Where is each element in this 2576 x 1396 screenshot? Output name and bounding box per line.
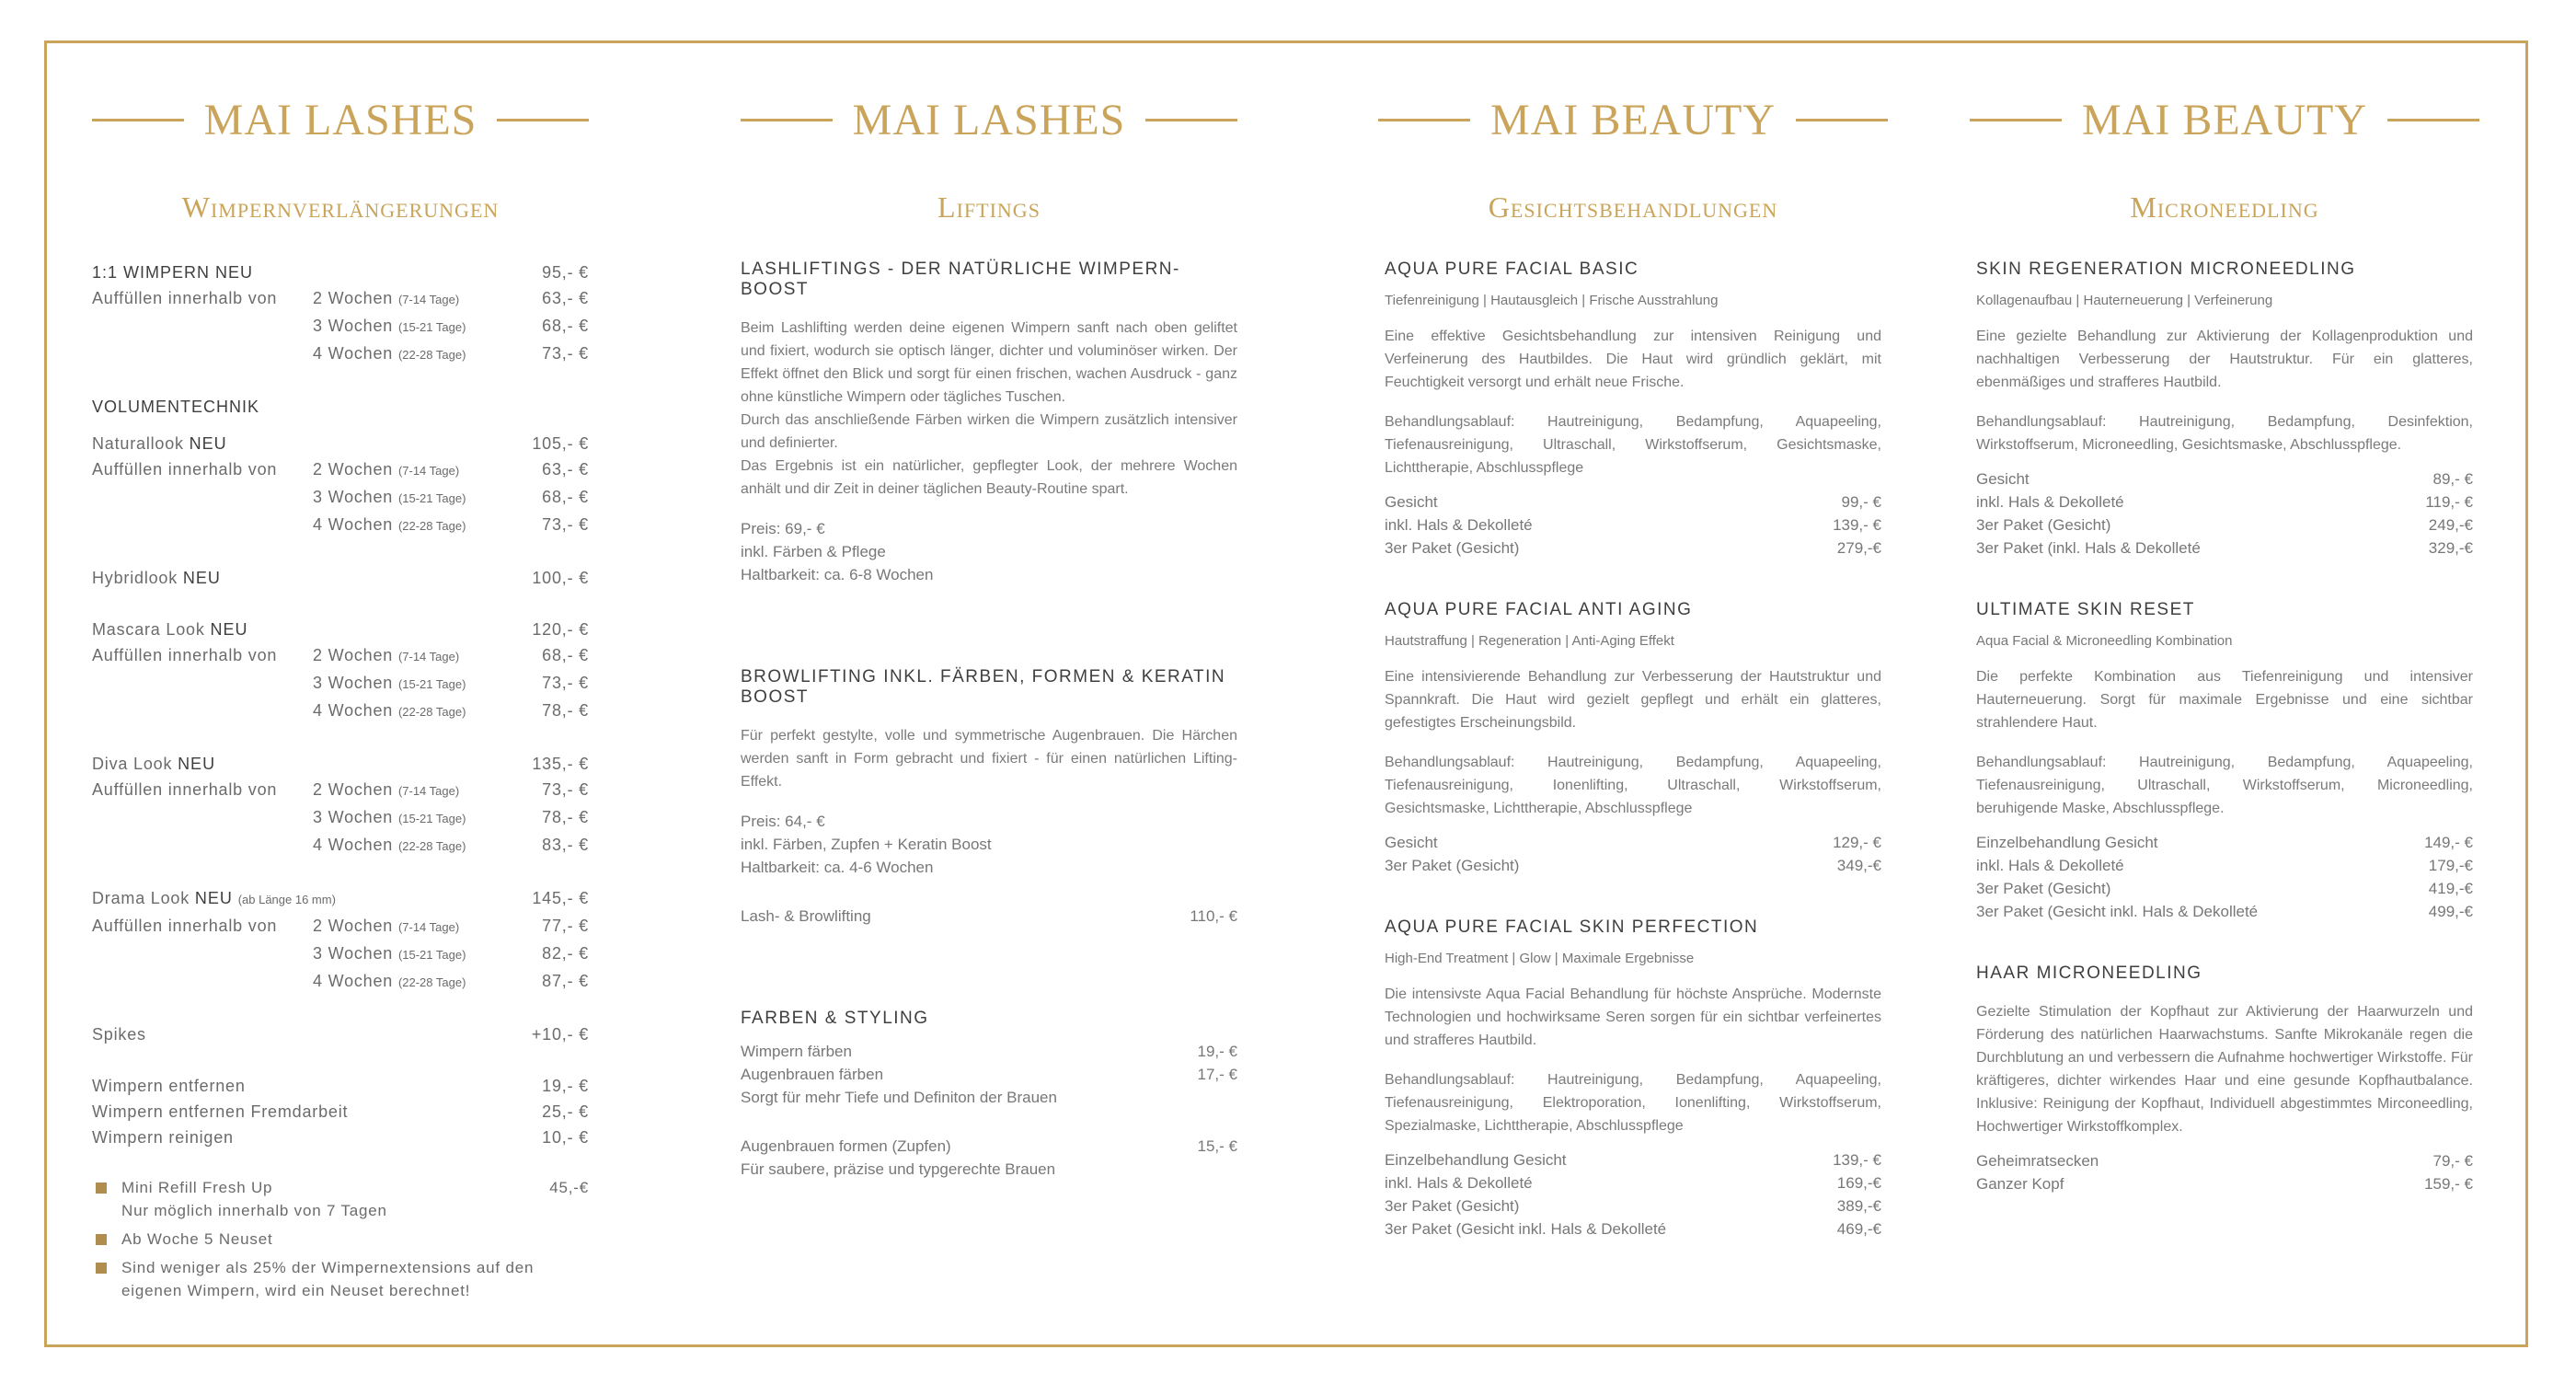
- refill-price: 78,- €: [542, 701, 589, 720]
- neu-badge: NEU: [178, 755, 216, 773]
- price-line: Preis: 64,- €: [741, 813, 825, 830]
- price-line: Haltbarkeit: ca. 4-6 Wochen: [741, 859, 934, 876]
- item-price: +10,- €: [531, 1025, 589, 1044]
- price-row: [92, 1099, 589, 1125]
- refill-weeks: 4 Wochen: [313, 836, 394, 854]
- browlifting-price-info: [741, 810, 1237, 879]
- brand-rule-left: [92, 119, 184, 121]
- item-price: 110,- €: [1190, 907, 1237, 925]
- price-row: [1385, 1171, 1881, 1194]
- refill-row: [92, 913, 589, 940]
- item-label: 3er Paket (inkl. Hals & Dekolleté: [1976, 539, 2201, 557]
- refill-weeks: 2 Wochen: [313, 780, 394, 799]
- item-label: 3er Paket (Gesicht inkl. Hals & Dekolleté: [1385, 1220, 1667, 1238]
- item-label: Wimpern färben: [741, 1043, 852, 1060]
- item-label: inkl. Hals & Dekolleté: [1976, 493, 2124, 511]
- refill-row: [92, 777, 589, 804]
- refill-days: (15-21 Tage): [397, 491, 466, 505]
- price-row: [1385, 536, 1881, 560]
- refill-weeks: 2 Wochen: [313, 917, 394, 935]
- treatment-subtitle: Aqua Facial & Microneedling Kombination: [1976, 633, 2233, 649]
- price-row: [741, 905, 1237, 928]
- refill-weeks: 4 Wochen: [313, 701, 394, 720]
- treatment-heading: AQUA PURE FACIAL SKIN PERFECTION: [1385, 917, 1759, 937]
- refill-row: [92, 804, 589, 832]
- treatment-description: Eine effektive Gesichtsbehandlung zur intensiven Reinigung und Verfeinerung des Hautbildes. Die Haut wird gründlich geklärt, mit Feuchtigkeit versorgt und erhält neue Frische.: [1385, 329, 1881, 390]
- column-liftings: [741, 87, 1237, 1181]
- item-price: 105,- €: [532, 434, 589, 453]
- brand-name: MAI LASHES: [852, 95, 1126, 144]
- item-price: 17,- €: [1197, 1066, 1237, 1083]
- price-row: [1385, 490, 1881, 513]
- refill-days: (15-21 Tage): [397, 948, 466, 962]
- item-label: inkl. Hals & Dekolleté: [1976, 857, 2124, 874]
- refill-price: 73,- €: [542, 344, 589, 363]
- note-price: 45,-€: [549, 1179, 589, 1196]
- refill-days: (7-14 Tage): [397, 784, 460, 798]
- refill-row: [92, 968, 589, 996]
- lashlifting-description: [741, 317, 1237, 501]
- refill-label: Auffüllen innerhalb von: [92, 780, 278, 799]
- refill-price: 83,- €: [542, 836, 589, 854]
- brand-name: MAI LASHES: [203, 95, 477, 144]
- item-note-row: [741, 1086, 1237, 1109]
- item-label: 3er Paket (Gesicht): [1385, 539, 1520, 557]
- price-row: [741, 1135, 1237, 1158]
- refill-price: 68,- €: [542, 488, 589, 506]
- refill-days: (22-28 Tage): [397, 839, 466, 853]
- item-price: 139,- €: [1833, 516, 1881, 534]
- brand-name: MAI BEAUTY: [1490, 95, 1776, 144]
- price-row: [1385, 831, 1881, 854]
- refill-weeks: 3 Wochen: [313, 944, 394, 963]
- item-label: Hybridlook: [92, 569, 178, 587]
- price-row: [1976, 877, 2473, 900]
- neu-badge: NEU: [194, 889, 233, 907]
- refill-weeks: 2 Wochen: [313, 646, 394, 664]
- item-note-row: [741, 1158, 1237, 1181]
- item-label: Naturallook: [92, 434, 184, 453]
- item-price: 135,- €: [532, 755, 589, 773]
- refill-row: [92, 512, 589, 539]
- price-line: Haltbarkeit: ca. 6-8 Wochen: [741, 566, 934, 583]
- price-row: [1385, 1194, 1881, 1217]
- refill-row: [92, 313, 589, 340]
- price-row: [1976, 1149, 2473, 1172]
- refill-days: (15-21 Tage): [397, 677, 466, 691]
- price-row: [92, 431, 589, 456]
- item-price: 149,- €: [2424, 834, 2473, 851]
- note-item: [92, 1228, 589, 1251]
- item-label: Mascara Look: [92, 620, 205, 639]
- refill-row: [92, 484, 589, 512]
- refill-price: 68,- €: [542, 317, 589, 335]
- refill-row: [92, 698, 589, 725]
- refill-price: 63,- €: [542, 289, 589, 307]
- refill-row: [92, 670, 589, 698]
- item-price: 499,-€: [2428, 903, 2473, 920]
- brand-rule-left: [741, 119, 833, 121]
- treatment-heading: HAAR MICRONEEDLING: [1976, 963, 2202, 983]
- refill-label: Auffüllen innerhalb von: [92, 460, 278, 479]
- treatment-steps: Behandlungsablauf: Hautreinigung, Bedampfung, Aquapeeling, Tiefenausreinigung, Ultraschall, Wirkstoffserum, Microneedling, beruhigende Maske, Abschlusspflege.: [1976, 755, 2473, 816]
- item-label: Lash- & Browlifting: [741, 907, 871, 925]
- refill-weeks: 3 Wochen: [313, 317, 394, 335]
- browlifting-heading: BROWLIFTING INKL. FÄRBEN, FORMEN & KERATIN BOOST: [741, 667, 1226, 707]
- refill-row: [92, 340, 589, 368]
- refill-row: [92, 285, 589, 313]
- price-row: [1976, 1172, 2473, 1195]
- paragraph-text: Beim Lashlifting werden deine eigenen Wimpern sanft nach oben geliftet und fixiert, wodurch sie optisch länger, dichter und voluminöser wirken. Der Effekt öffnet den Blick und sorgt für einen frischen, wachen Ausdruck - ganz ohne künstliche Wimpern oder tägliches Tuschen.: [741, 320, 1237, 405]
- section-title: Gesichtsbehandlungen: [1488, 190, 1778, 224]
- item-label: Diva Look: [92, 755, 173, 773]
- brand-rule-right: [2387, 119, 2479, 121]
- price-row: [92, 1125, 589, 1150]
- price-row: [1976, 900, 2473, 923]
- refill-days: (7-14 Tage): [397, 650, 460, 663]
- price-row: [92, 565, 589, 591]
- item-label: Wimpern entfernen: [92, 1077, 246, 1095]
- brand-rule-right: [497, 119, 589, 121]
- refill-weeks: 4 Wochen: [313, 515, 394, 534]
- refill-days: (22-28 Tage): [397, 705, 466, 719]
- refill-days: (22-28 Tage): [397, 519, 466, 533]
- item-price: 249,-€: [2428, 516, 2473, 534]
- price-row: [1976, 536, 2473, 560]
- item-price: 159,- €: [2424, 1175, 2473, 1193]
- item-price: 145,- €: [532, 889, 589, 907]
- brand-header: [92, 87, 589, 152]
- price-row: [1976, 831, 2473, 854]
- lashlifting-price-info: [741, 517, 1237, 586]
- bullet-square-icon: [96, 1234, 107, 1245]
- price-row: [741, 1063, 1237, 1086]
- price-row: [741, 1040, 1237, 1063]
- item-label: 3er Paket (Gesicht): [1976, 516, 2111, 534]
- item-label: Spikes: [92, 1025, 146, 1044]
- item-price: 89,- €: [2432, 470, 2473, 488]
- treatment-subtitle: High-End Treatment | Glow | Maximale Ergebnisse: [1385, 951, 1695, 966]
- item-label: Augenbrauen färben: [741, 1066, 884, 1083]
- price-row: [92, 751, 589, 777]
- refill-days: (22-28 Tage): [397, 975, 466, 989]
- item-label: inkl. Hals & Dekolleté: [1385, 516, 1533, 534]
- treatment-steps: Behandlungsablauf: Hautreinigung, Bedampfung, Desinfektion, Wirkstoffserum, Microneedling, Gesichtsmaske, Abschlusspflege.: [1976, 414, 2473, 453]
- item-price: 120,- €: [532, 620, 589, 639]
- brand-rule-right: [1796, 119, 1888, 121]
- volumen-heading: VOLUMENTECHNIK: [92, 398, 260, 416]
- column-microneedling: [1976, 87, 2473, 1195]
- section-title: Wimpernverlängerungen: [181, 190, 500, 224]
- refill-weeks: 3 Wochen: [313, 488, 394, 506]
- price-row: [1385, 854, 1881, 877]
- treatment-subtitle: Hautstraffung | Regeneration | Anti-Aging Effekt: [1385, 633, 1674, 649]
- refill-price: 68,- €: [542, 646, 589, 664]
- refill-price: 73,- €: [542, 674, 589, 692]
- bullet-square-icon: [96, 1183, 107, 1194]
- item-price: 99,- €: [1841, 493, 1881, 511]
- refill-group: [92, 285, 589, 368]
- item-price: 279,-€: [1836, 539, 1881, 557]
- item-price: 179,-€: [2428, 857, 2473, 874]
- brand-header: [1976, 87, 2473, 152]
- refill-days: (7-14 Tage): [397, 464, 460, 478]
- brand-name: MAI BEAUTY: [2082, 95, 2367, 144]
- item-price: 100,- €: [532, 569, 589, 587]
- farben-styling-heading: FARBEN & STYLING: [741, 1009, 929, 1028]
- refill-weeks: 3 Wochen: [313, 808, 394, 826]
- price-row: [1976, 513, 2473, 536]
- item-label: Ganzer Kopf: [1976, 1175, 2064, 1193]
- refill-days: (22-28 Tage): [397, 348, 466, 362]
- refill-price: 73,- €: [542, 515, 589, 534]
- item-label: Einzelbehandlung Gesicht: [1385, 1151, 1567, 1169]
- item-note: Sorgt für mehr Tiefe und Definiton der Brauen: [741, 1089, 1057, 1106]
- item-label: Augenbrauen formen (Zupfen): [741, 1137, 951, 1155]
- item-label: 3er Paket (Gesicht): [1385, 1197, 1520, 1215]
- price-row: [1385, 513, 1881, 536]
- price-row: [1385, 1217, 1881, 1240]
- refill-row: [92, 456, 589, 484]
- price-row: [92, 617, 589, 642]
- refill-days: (7-14 Tage): [397, 920, 460, 934]
- treatment-subtitle: Tiefenreinigung | Hautausgleich | Frische Ausstrahlung: [1385, 293, 1719, 308]
- price-line: inkl. Färben & Pflege: [741, 543, 886, 560]
- paragraph-text: Das Ergebnis ist ein natürlicher, gepflegter Look, der mehrere Wochen anhält und dir Zeit in deiner täglichen Beauty-Routine spart.: [741, 458, 1237, 497]
- treatment-heading: SKIN REGENERATION MICRONEEDLING: [1976, 260, 2356, 279]
- section-title: Liftings: [937, 190, 1041, 224]
- item-price: 329,-€: [2428, 539, 2473, 557]
- refill-price: 82,- €: [542, 944, 589, 963]
- treatment-description: Eine gezielte Behandlung zur Aktivierung der Kollagenproduktion und nachhaltigen Verbesserung der Hautstruktur. Für ein glatteres, ebenmäßiges und strafferes Hautbild.: [1976, 329, 2473, 390]
- item-price: 169,-€: [1836, 1174, 1881, 1192]
- price-row: [1976, 490, 2473, 513]
- item-price: 15,- €: [1197, 1137, 1237, 1155]
- item-label: 3er Paket (Gesicht): [1976, 880, 2111, 897]
- refill-weeks: 4 Wochen: [313, 972, 394, 990]
- refill-days: (7-14 Tage): [397, 293, 460, 306]
- refill-weeks: 4 Wochen: [313, 344, 394, 363]
- treatment-description: Gezielte Stimulation der Kopfhaut zur Aktivierung der Haarwurzeln und Förderung des natürlichen Haarwachstums. Sanfte Mikrokanäle regen die Durchblutung an und verbessern die Aufnahme hochwertiger Wirkstoffe. Für kräftigeres, dichter wirkendes Haar und eine gesunde Kopfhautbalance. Inklusive: Reinigung der Kopfhaut, Individuell abgestimmtes Mirconeedling, Hochwertiger Wirkstoffkomplex.: [1976, 1004, 2473, 1135]
- treatment-subtitle: Kollagenaufbau | Hauterneuerung | Verfeinerung: [1976, 293, 2273, 308]
- price-line: inkl. Färben, Zupfen + Keratin Boost: [741, 836, 992, 853]
- price-row: [92, 260, 589, 285]
- browlifting-description: Für perfekt gestylte, volle und symmetrische Augenbrauen. Die Härchen werden sanft in Form gebracht und fixiert - für einen natürlichen Lifting-Effekt.: [741, 728, 1237, 790]
- subheading-row: [92, 394, 589, 420]
- note-text: Nur möglich innerhalb von 7 Tagen: [121, 1202, 387, 1219]
- price-row: [1976, 854, 2473, 877]
- refill-label: Auffüllen innerhalb von: [92, 289, 278, 307]
- item-note: Für saubere, präzise und typgerechte Brauen: [741, 1160, 1056, 1178]
- section-title: Microneedling: [2130, 190, 2319, 224]
- treatment-description: Die intensivste Aqua Facial Behandlung für höchste Ansprüche. Modernste Technologien und hochwirksame Seren sorgen für ein sichtbar verfeinertes und strafferes Hautbild.: [1385, 986, 1881, 1048]
- price-row: [92, 1021, 589, 1047]
- refill-price: 77,- €: [542, 917, 589, 935]
- refill-price: 87,- €: [542, 972, 589, 990]
- treatment-steps: Behandlungsablauf: Hautreinigung, Bedampfung, Aquapeeling, Tiefenausreinigung, Ionenlifting, Ultraschall, Wirkstoffserum, Gesichtsmaske, Lichttherapie, Abschlusspflege: [1385, 755, 1881, 816]
- item-price: 139,- €: [1833, 1151, 1881, 1169]
- column-gesichtsbehandlungen: [1385, 87, 1881, 1240]
- item-label: Einzelbehandlung Gesicht: [1976, 834, 2158, 851]
- treatment-description: Die perfekte Kombination aus Tiefenreinigung und intensiver Hauterneuerung. Sorgt für maximale Ergebnisse und eine sichtbar strahlendere Haut.: [1976, 669, 2473, 731]
- refill-price: 78,- €: [542, 808, 589, 826]
- item-label: Gesicht: [1976, 470, 2030, 488]
- refill-label: Auffüllen innerhalb von: [92, 646, 278, 664]
- item-label: Gesicht: [1385, 834, 1438, 851]
- note-text: Mini Refill Fresh Up: [121, 1179, 273, 1196]
- refill-weeks: 2 Wochen: [313, 289, 394, 307]
- refill-row: [92, 940, 589, 968]
- item-price: 469,-€: [1836, 1220, 1881, 1238]
- item-price: 19,- €: [542, 1077, 589, 1095]
- neu-badge: NEU: [182, 569, 221, 587]
- item-label: 1:1 WIMPERN NEU: [92, 263, 254, 282]
- brand-header: [1385, 87, 1881, 152]
- item-price: 419,-€: [2428, 880, 2473, 897]
- paragraph-text: Durch das anschließende Färben wirken die Wimpern zusätzlich intensiver und definierter.: [741, 412, 1237, 451]
- neu-badge: NEU: [210, 620, 248, 639]
- brand-header: [741, 87, 1237, 152]
- neu-badge: NEU: [189, 434, 227, 453]
- item-label: 3er Paket (Gesicht inkl. Hals & Dekolleté: [1976, 903, 2259, 920]
- item-label: Wimpern entfernen Fremdarbeit: [92, 1102, 349, 1121]
- item-label: Geheimratsecken: [1976, 1152, 2099, 1170]
- brand-rule-right: [1145, 119, 1237, 121]
- item-label: Drama Look: [92, 889, 190, 907]
- treatment-heading: AQUA PURE FACIAL BASIC: [1385, 260, 1639, 279]
- treatment-heading: AQUA PURE FACIAL ANTI AGING: [1385, 600, 1693, 619]
- item-label: Gesicht: [1385, 493, 1438, 511]
- item-price: 119,- €: [2425, 493, 2473, 511]
- lashlifting-heading: LASHLIFTINGS - DER NATÜRLICHE WIMPERN-BOOST: [741, 260, 1180, 299]
- item-price: 389,-€: [1836, 1197, 1881, 1215]
- treatment-heading: ULTIMATE SKIN RESET: [1976, 600, 2195, 619]
- item-price: 79,- €: [2432, 1152, 2473, 1170]
- item-note: (ab Länge 16 mm): [237, 893, 336, 906]
- item-price: 129,- €: [1833, 834, 1881, 851]
- item-label: 3er Paket (Gesicht): [1385, 857, 1520, 874]
- price-row: [92, 1073, 589, 1099]
- refill-row: [92, 642, 589, 670]
- treatment-steps: Behandlungsablauf: Hautreinigung, Bedampfung, Aquapeeling, Tiefenausreinigung, Ultraschall, Wirkstoffserum, Gesichtsmaske, Lichttherapie, Abschlusspflege: [1385, 414, 1881, 476]
- bullet-square-icon: [96, 1263, 107, 1274]
- refill-days: (15-21 Tage): [397, 320, 466, 334]
- refill-price: 73,- €: [542, 780, 589, 799]
- item-label: inkl. Hals & Dekolleté: [1385, 1174, 1533, 1192]
- price-row: [1976, 467, 2473, 490]
- treatment-steps: Behandlungsablauf: Hautreinigung, Bedampfung, Aquapeeling, Tiefenausreinigung, Elektroporation, Ionenlifting, Wirkstoffserum, Spezialmaske, Lichttherapie, Abschlusspflege: [1385, 1072, 1881, 1134]
- item-label: Wimpern reinigen: [92, 1128, 234, 1147]
- column-wimpernverlaengerungen: [92, 87, 589, 1308]
- refill-days: (15-21 Tage): [397, 812, 466, 825]
- refill-weeks: 2 Wochen: [313, 460, 394, 479]
- treatment-description: Eine intensivierende Behandlung zur Verbesserung der Hautstruktur und Spannkraft. Die Haut wird gezielt gepflegt und erhält ein glatteres, gefestigtes Erscheinungsbild.: [1385, 669, 1881, 731]
- item-price: 19,- €: [1197, 1043, 1237, 1060]
- price-line: Preis: 69,- €: [741, 520, 825, 537]
- refill-label: Auffüllen innerhalb von: [92, 917, 278, 935]
- refill-weeks: 3 Wochen: [313, 674, 394, 692]
- brand-rule-left: [1970, 119, 2062, 121]
- note-text: Sind weniger als 25% der Wimpernextensions auf den eigenen Wimpern, wird ein Neuset berechnet!: [121, 1259, 535, 1299]
- note-text: Ab Woche 5 Neuset: [121, 1230, 273, 1248]
- refill-row: [92, 832, 589, 860]
- item-price: 95,- €: [542, 263, 589, 282]
- price-row: [1385, 1148, 1881, 1171]
- item-price: 349,-€: [1836, 857, 1881, 874]
- note-item: [92, 1256, 589, 1302]
- item-price: 25,- €: [542, 1102, 589, 1121]
- price-row: [92, 885, 589, 913]
- item-price: 10,- €: [542, 1128, 589, 1147]
- note-item: [92, 1176, 589, 1222]
- brand-rule-left: [1378, 119, 1470, 121]
- refill-price: 63,- €: [542, 460, 589, 479]
